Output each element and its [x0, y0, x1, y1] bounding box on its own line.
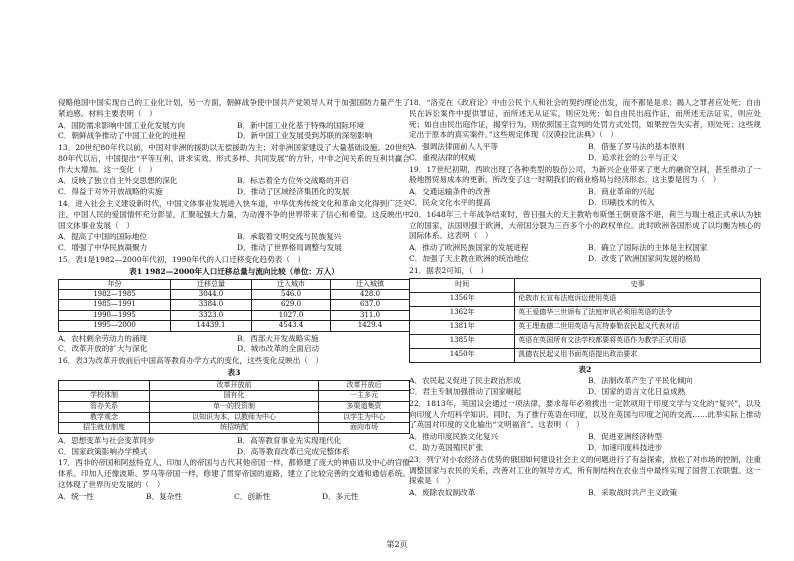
option: B．承载着文明交流与民族复兴: [237, 232, 342, 242]
option: A．强调法律面前人人平等: [409, 142, 499, 152]
table-1-caption: 表1 1982—2000年人口迁移总量与流向比较（单位：万人）: [129, 266, 339, 276]
option: A．交通运输条件的改善: [409, 187, 491, 197]
table-header-row: [410, 278, 761, 292]
table-row: [59, 412, 410, 423]
question-18: 18．“洛克在《政府论》中由公民个人和社会的契约理论出发，而不都是是求；揭人之罪者应处死；自由民在诉讼案件中提供罪证，而所述无从证实，则应处死；如自由民出庭作证，而所述无法证实，则应处死；如自由民出庭作证，揭穿行为，则依照国王宣判的处罚方式处罚，如果控告失实者，则处死；这些规定出于原本的真实案件。”这些规定体现《汉谟拉比法典》（ ）: [409, 98, 761, 140]
option: D．高等教育改革已完成完整体系: [237, 446, 350, 456]
option: B．法制改革产生了平民化倾向: [588, 376, 693, 386]
table-cell: 1982—1985: [59, 289, 171, 299]
option: D．多元性: [322, 491, 359, 501]
question-16: 16．表3为改革开放前后中国高等教育办学方式的变化，这些变化反映出（ ）: [58, 356, 324, 366]
table-cell: 1356年: [410, 292, 515, 306]
option: A．废除农奴制改革: [409, 488, 476, 498]
table-cell: 英语在英国所有文法学校都要将英语作为教学正式用语: [515, 334, 761, 348]
table-cell: 一主多元: [319, 391, 410, 402]
option: D．改变了欧洲国家间发展的格局: [588, 253, 701, 263]
question-21: 21．据表2可知，（ ）: [409, 265, 489, 275]
option: D．印刷技术的传入: [588, 198, 655, 208]
table-header: 年份: [59, 279, 171, 289]
table-cell: 单一的投资制: [150, 402, 319, 413]
right-column: [409, 98, 761, 500]
question-17-options: [58, 492, 410, 503]
question-20: 20．1648年三十年战争结束时，曾日强大的天主教哈布斯堡王朝衰落不堪，荷兰与瑞士被正式承认为独立的国家，法国则强于欧洲，大帝国分裂为三百多个小的政权单位。此时欧洲各国形成了以均衡为核心的国际体系。这表明（ ）: [409, 209, 761, 241]
option: C．君主专制加强推动了国家崛起: [409, 387, 522, 397]
table-cell: 教学观念: [59, 412, 150, 423]
table-header: 迁入城市: [252, 279, 331, 289]
table-cell: 637.0: [331, 300, 410, 310]
question-16-options: [58, 436, 410, 458]
option: C．朝鲜战争推动了中国工业化的进程: [58, 131, 186, 141]
option: D．追求社会的公平与正义: [588, 152, 678, 162]
table-row: [59, 423, 410, 434]
table-3: [58, 380, 410, 434]
table-2-caption: 表2: [578, 364, 592, 374]
option: B．高等教育事业先实现现代化: [237, 435, 342, 445]
option: D．加速印度科技进步: [588, 442, 663, 452]
question-20-options: [409, 243, 761, 265]
option: B．借鉴了罗马法的基本原则: [588, 142, 685, 152]
table-row: [410, 292, 761, 306]
option: C．重视法律的权威: [409, 152, 476, 162]
option: B．复杂性: [146, 491, 182, 501]
option: C．助力英国殖民扩张: [409, 442, 484, 452]
option: A．农民起义促进了民主政治形成: [409, 376, 521, 386]
option: B．采取战时共产主义政策: [588, 488, 678, 498]
option: B．促进亚洲经济转型: [588, 432, 662, 442]
table-header: 迁入城镇: [331, 279, 410, 289]
question-14-options: [58, 232, 410, 254]
option: C．增强了中华民族凝聚力: [58, 243, 148, 253]
table-header: 迁移总量: [170, 279, 251, 289]
option: C．改革开放的扩大与深化: [58, 344, 148, 354]
question-23: 23．列宁对小农经济占优势的俄国如何建设社会主义的问题进行了有益探索，放松了对市场的控制，注重调整国家与农民的关系，改善对工业的领导方式，所有制结构在农业当中最终实现了国营工农联盟。这一探索是（ ）: [409, 454, 761, 486]
question-13: 13．20世纪80年代以前，中国对非洲的援助以无偿援助为主；对非洲国家建设了大量基础设施。20世纪80年代以后，中国提出“平等互利、讲求实效、形式多样、共同发展”的方针，中非之间关系的互利共赢合作大大增加。这一变化（ ）: [58, 143, 410, 174]
table-row: [410, 334, 761, 348]
table-cell: 311.0: [331, 310, 410, 320]
table-cell: 多渠道集资: [319, 402, 410, 413]
option: C．加强了天主教在欧洲的统治地位: [409, 253, 529, 263]
table-header: 史事: [515, 278, 761, 292]
table-cell: 1990—1995: [59, 310, 171, 320]
option: A．思想变革与社会变革同步: [58, 435, 155, 445]
question-19-options: [409, 187, 761, 209]
table-header: 时间: [410, 278, 515, 292]
option: A．农村剩余劳动力的涌现: [58, 333, 148, 343]
table-row: [59, 310, 410, 320]
table-row: [410, 320, 761, 334]
question-12-continued: 侵略他国中国实现自己的工业化计划，另一方面，朝鲜战争使中国共产党领导人对于加强国防力量产生了紧迫感。材料主要表明（ ）: [58, 98, 410, 118]
table-header: 改革开放前: [150, 380, 319, 391]
question-21-options: [409, 376, 761, 398]
option: A．推动了欧洲民族国家的发展进程: [409, 243, 529, 253]
table-cell: 4543.4: [252, 321, 331, 331]
table-header-blank: [59, 380, 150, 391]
option: A．国防需求影响中国工业化发展方向: [58, 120, 185, 130]
table-cell: 招生就业制度: [59, 423, 150, 434]
question-18-options: [409, 142, 761, 164]
option: C．得益于对外开放战略的实施: [58, 187, 163, 197]
question-22: 22．1813年，英国议会通过一项法律，要求每年必须拨出一定款项用于印度文学与文化的“复兴”，以及向印度人介绍科学知识。同时，为了推行英语在印度，以及在英国与印度之间的交流……此举实际上推动了英国对印度的文化输出“文明福音”。这表明（ ）: [409, 398, 761, 430]
option: B．西部大开发战略实施: [237, 333, 319, 343]
table-row: [410, 348, 761, 362]
option: C．创新性: [234, 491, 271, 501]
table-2: [409, 278, 761, 363]
table-cell: 3384.0: [170, 300, 251, 310]
table-cell: 面向市场: [319, 423, 410, 434]
option: A．提高了中国的国际地位: [58, 232, 148, 242]
table-1: [58, 279, 410, 332]
question-13-options: [58, 176, 410, 198]
question-14: 14．进入社会主义建设新时代，中国文体事业发展进入快车道，中华优秀传统文化和革命文化得到广泛关注，中国人民的爱国情怀充分彰显，汇聚起强大力量，为动漫不争的世界带来了信心和希望。这反映出中国文体事业发展（ ）: [58, 199, 410, 230]
option: D．国家的语言文化日益成熟: [588, 387, 686, 397]
table-cell: 国有化: [150, 391, 319, 402]
table-cell: 1381年: [410, 320, 515, 334]
table-cell: 629.0: [252, 300, 331, 310]
table-cell: 以学生为中心: [319, 412, 410, 423]
table-header-row: [59, 380, 410, 391]
table-cell: 学校体制: [59, 391, 150, 402]
table-cell: 1995—2000: [59, 321, 171, 331]
table-cell: 3323.0: [170, 310, 251, 320]
table-cell: 英王爱德华三世颁布了法庭审讯必须用英语的法令: [515, 306, 761, 320]
table-cell: 以知识为本、以教师为中心: [150, 412, 319, 423]
table-cell: 1027.0: [252, 310, 331, 320]
table-cell: 英王理查德二世用英语与瓦特泰勒农民起义代表对话: [515, 320, 761, 334]
table-row: [410, 306, 761, 320]
table-header: 改革开放后: [319, 380, 410, 391]
option: A．统一性: [58, 491, 94, 501]
table-header-row: [59, 279, 410, 289]
table-cell: 伦敦市长宣布法庭诉讼使用英语: [515, 292, 761, 306]
table-cell: 1429.4: [331, 321, 410, 331]
table-cell: 546.0: [252, 289, 331, 299]
option: D．推动了世界格局调整与发展: [237, 243, 342, 253]
page-number: 第2页: [386, 540, 408, 549]
question-12-options: [58, 121, 410, 143]
table-cell: 1985—1991: [59, 300, 171, 310]
option: D．推动了区域经济集团化的发展: [237, 187, 350, 197]
question-15: 15．表1是1982—2000年代初，1990年代的人口迁移变化趋势表（ ）: [58, 254, 306, 264]
table-cell: 统招统配: [150, 423, 319, 434]
table-cell: 管办关系: [59, 402, 150, 413]
option: C．民众文化水平的提高: [409, 198, 491, 208]
question-17: 17．西非的帝国和阿兹特克人、印加人的帝国与古代其他帝国一样，都修建了庞大的神庙以及中心的官僚体系。印加人还像波斯、罗马等帝国一样，修建了贯穿帝国的道路，建立了比较完善的交通和通信系统。这体现了世界历史发展的（ ）: [58, 458, 410, 489]
table-cell: 3044.0: [170, 289, 251, 299]
option: D．城市改革的全面启动: [237, 344, 320, 354]
table-row: [59, 321, 410, 331]
table-row: [59, 300, 410, 310]
question-19: 19．17世纪初期，西欧出现了各种类型的股份公司，为新兴企业带来了更大的融资空间，甚至推动了一般地图贸易成本的更新，所改变了这一时期我们的商业格局与经济形态。这主要是因为（ ）: [409, 164, 761, 185]
option: B．确立了国际法的主体是主权国家: [588, 243, 708, 253]
question-15-options: [58, 334, 410, 356]
table-cell: 1450年: [410, 348, 515, 362]
table-3-caption: 表3: [227, 368, 241, 378]
option: A．推动印度民族文化复兴: [409, 432, 499, 442]
table-cell: 1385年: [410, 334, 515, 348]
question-23-options: [409, 488, 761, 499]
table-cell: 1362年: [410, 306, 515, 320]
table-cell: 428.0: [331, 289, 410, 299]
left-column: [58, 98, 410, 503]
option: C．国家政策影响办学模式: [58, 446, 148, 456]
option: B．标志着全方位外交战略的开启: [237, 176, 349, 186]
option: D．新中国工业发展受到苏联的深刻影响: [237, 131, 373, 141]
option: B．新中国工业化基于特殊的国际环境: [237, 120, 365, 130]
table-cell: 凯德农民起义用书面英语提出政治要求: [515, 348, 761, 362]
table-cell: 14439.1: [170, 321, 251, 331]
table-row: [59, 391, 410, 402]
option: B．商业革命的兴起: [588, 187, 655, 197]
table-row: [59, 289, 410, 299]
option: A．反映了独立自主外交思想的深化: [58, 176, 178, 186]
question-22-options: [409, 432, 761, 454]
table-row: [59, 402, 410, 413]
